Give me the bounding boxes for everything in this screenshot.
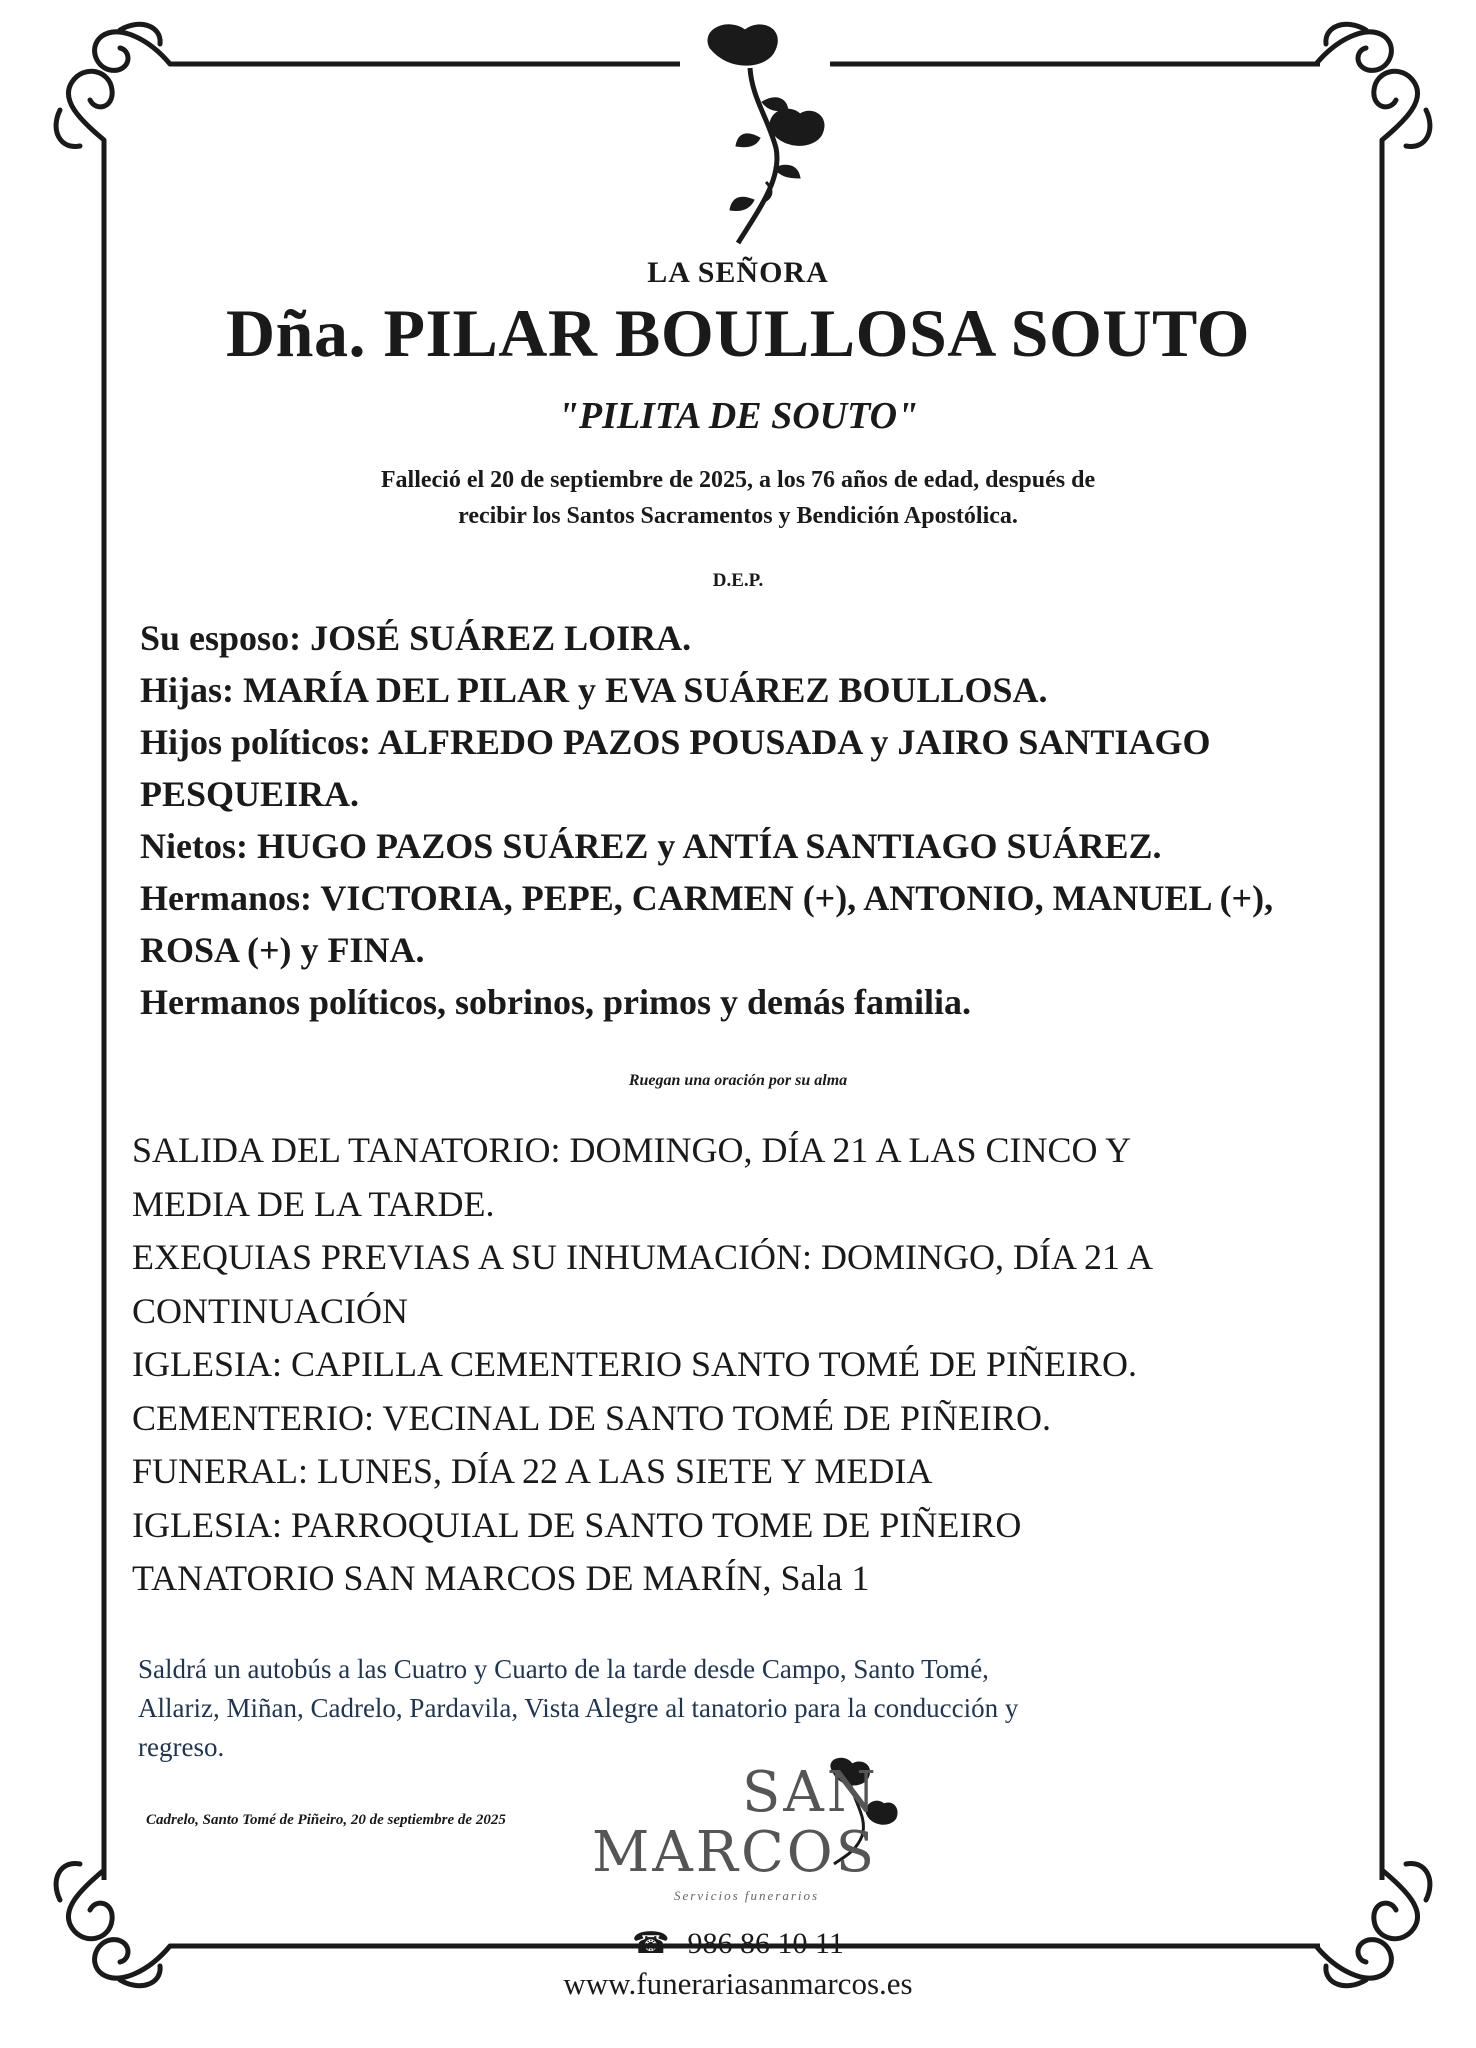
- death-notice-line: recibir los Santos Sacramentos y Bendición Apostólica.: [458, 503, 1018, 529]
- bus-notice-line: Allariz, Miñan, Cadrelo, Pardavila, Vista Alegre al tanatorio para la conducción y: [138, 1693, 1019, 1723]
- family-list: [140, 612, 1340, 1028]
- prayer-request: Ruegan una oración por su alma: [628, 1072, 848, 1089]
- family-value: JOSÉ SUÁREZ LOIRA.: [310, 618, 692, 658]
- logo-text-san: SAN: [742, 1760, 879, 1825]
- service-line: CEMENTERIO: VECINAL DE SANTO TOMÉ DE PIÑEIRO.: [132, 1397, 1051, 1438]
- service-line: FUNERAL: LUNES, DÍA 22 A LAS SIETE Y MEDIA: [132, 1451, 933, 1491]
- family-label: Nietos:: [140, 826, 257, 866]
- service-line: EXEQUIAS PREVIAS A SU INHUMACIÓN: DOMINGO, DÍA 21 A: [132, 1237, 1154, 1277]
- family-row: [140, 820, 1340, 872]
- family-value: VICTORIA, PEPE, CARMEN (+), ANTONIO, MANUEL (+),: [320, 878, 1274, 918]
- family-row: [140, 976, 1340, 1028]
- family-label: Su esposo:: [140, 618, 311, 658]
- family-value: ROSA (+) y FINA.: [140, 930, 425, 970]
- service-line: CONTINUACIÓN: [132, 1290, 408, 1331]
- family-row: [140, 768, 1340, 820]
- phone-number-row: [0, 1926, 1476, 1961]
- service-details: [132, 1124, 1352, 1606]
- service-line: MEDIA DE LA TARDE.: [132, 1183, 495, 1224]
- family-row: [140, 716, 1340, 768]
- service-line: IGLESIA: PARROQUIAL DE SANTO TOME DE PIÑEIRO: [132, 1504, 1022, 1545]
- service-line: IGLESIA: CAPILLA CEMENTERIO SANTO TOMÉ DE PIÑEIRO.: [132, 1344, 1137, 1384]
- family-row: [140, 924, 1340, 976]
- website-link[interactable]: www.funerariasanmarcos.es: [563, 1966, 913, 2001]
- funeral-home-logo: [592, 1760, 912, 1910]
- family-value: ALFREDO PAZOS POUSADA y JAIRO SANTIAGO: [378, 722, 1211, 762]
- service-line: SALIDA DEL TANATORIO: DOMINGO, DÍA 21 A LAS CINCO Y: [132, 1130, 1132, 1170]
- place-date: Cadrelo, Santo Tomé de Piñeiro, 20 de septiembre de 2025: [146, 1812, 506, 1828]
- deceased-alias: "PILITA DE SOUTO": [557, 395, 919, 437]
- bus-notice-line: regreso.: [138, 1732, 225, 1762]
- phone-icon: ☎: [632, 1927, 670, 1960]
- family-value: MARÍA DEL PILAR y EVA SUÁREZ BOULLOSA.: [243, 670, 1048, 710]
- family-label: Hermanos:: [140, 878, 321, 918]
- family-value: HUGO PAZOS SUÁREZ y ANTÍA SANTIAGO SUÁREZ.: [256, 826, 1162, 866]
- logo-subtitle: Servicios funerarios: [674, 1888, 820, 1903]
- corner-ornament-top-right: [1316, 24, 1430, 146]
- family-label: Hijas:: [140, 670, 243, 710]
- family-label: Hermanos políticos, sobrinos, primos y demás familia.: [140, 982, 972, 1022]
- title-prefix: LA SEÑORA: [647, 256, 829, 289]
- bus-notice: [138, 1650, 1258, 1767]
- corner-ornament-top-left: [56, 24, 170, 146]
- family-row: [140, 612, 1340, 664]
- deceased-name: Dña. PILAR BOULLOSA SOUTO: [226, 295, 1250, 371]
- service-line: TANATORIO SAN MARCOS DE MARÍN, Sala 1: [132, 1558, 870, 1598]
- bus-notice-line: Saldrá un autobús a las Cuatro y Cuarto de la tarde desde Campo, Santo Tomé,: [138, 1654, 989, 1684]
- family-row: [140, 872, 1340, 924]
- dep-mark: D.E.P.: [712, 570, 764, 591]
- death-notice-line: Falleció el 20 de septiembre de 2025, a los 76 años de edad, después de: [380, 467, 1096, 493]
- family-value: PESQUEIRA.: [140, 774, 360, 814]
- family-row: [140, 664, 1340, 716]
- logo-text-marcos: MARCOS: [592, 1820, 878, 1885]
- death-notice: [300, 462, 1176, 534]
- flower-icon: [690, 18, 840, 248]
- family-label: Hijos políticos:: [140, 722, 379, 762]
- phone-number: 986 86 10 11: [687, 1927, 844, 1960]
